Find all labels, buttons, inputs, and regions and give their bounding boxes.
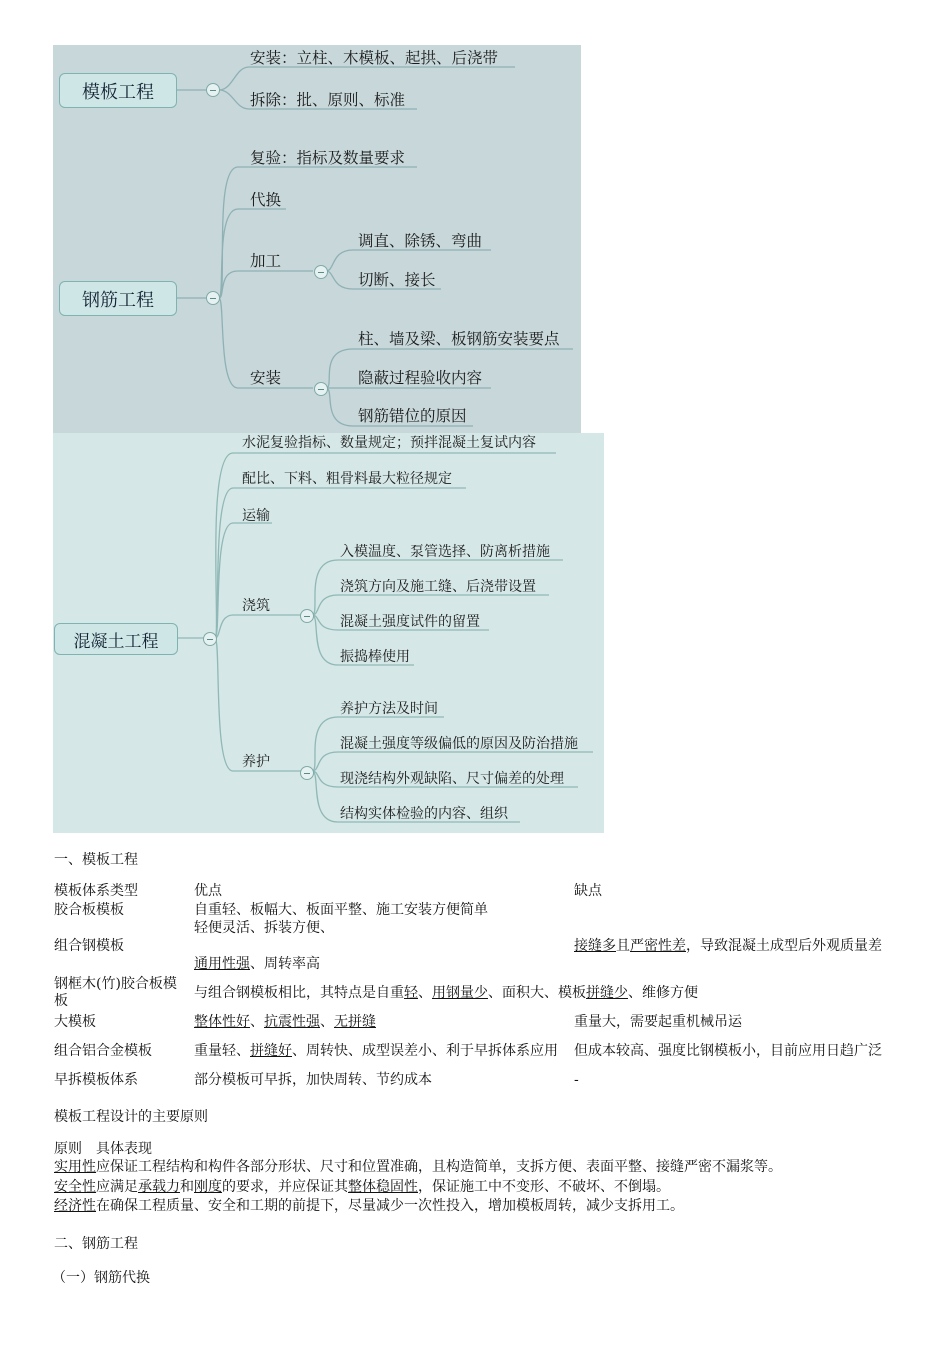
cell-underlined-text: 拼缝好 (250, 1042, 292, 1059)
collapse-icon[interactable] (300, 609, 314, 623)
table-cell: 部分模板可早拆，加快周转、节约成本 (194, 1071, 432, 1088)
principle-text: 应保证工程结构和构件各部分形状、尺寸和位置准确，且构造简单，支拆方便、表面平整、接缝严密不漏浆等。 (96, 1159, 782, 1175)
mindmap2-subitem: 钢筋错位的原因 (358, 407, 467, 425)
principle-text: 的要求，并应保证其 (222, 1179, 348, 1195)
formwork-table (52, 881, 900, 1090)
table-row (52, 1012, 900, 1032)
principle-name: 安全性 (54, 1179, 96, 1195)
mindmap2-root: 钢筋工程 (59, 281, 177, 316)
section-title: 一、模板工程 (54, 852, 138, 868)
cell-underlined-text: 接缝多 (574, 938, 616, 954)
table-cell: 组合铝合金模板 (54, 1042, 152, 1059)
table-row (52, 974, 900, 1012)
collapse-icon[interactable] (206, 291, 220, 305)
mindmap3-item: 运输 (242, 508, 270, 524)
cell-text: 且 (616, 938, 630, 954)
table-cell: 胶合板模板 (54, 901, 124, 918)
mindmap2-subitem: 隐蔽过程验收内容 (358, 369, 483, 387)
principle-name: 经济性 (54, 1198, 96, 1214)
mindmap-panel-concrete (53, 433, 604, 833)
principles-header: 原则 具体表现 (54, 1141, 152, 1157)
mindmap2-subitem: 切断、接长 (358, 271, 436, 289)
mindmap1-root: 模板工程 (59, 73, 177, 108)
table-cell: 但成本较高、强度比钢模板小，目前应用日趋广泛 (574, 1042, 882, 1059)
cell-text: 、周转快、成型误差小、利于早拆体系应用 (292, 1042, 558, 1059)
collapse-icon[interactable] (203, 632, 217, 646)
principle-keyword: 整体稳固性 (348, 1179, 418, 1195)
mindmap3-subitem: 混凝土强度等级偏低的原因及防治措施 (340, 736, 578, 752)
table-header-row (52, 881, 900, 901)
table-row (52, 1070, 900, 1090)
table-cell (572, 901, 900, 919)
principle-name: 实用性 (54, 1159, 96, 1175)
mindmap2-item: 代换 (250, 191, 282, 209)
cell-underlined-text: 通用性强 (194, 956, 250, 972)
table-cell: 自重轻、板幅大、板面平整、施工安装方便简单 (194, 901, 488, 918)
collapse-icon[interactable] (314, 382, 328, 396)
mindmap-panel-formwork-rebar (53, 45, 581, 433)
mindmap1-item: 安装：立柱、木模板、起拱、后浇带 (250, 49, 499, 67)
cell-text: 、维修方便 (628, 984, 698, 1001)
table-cell (192, 974, 900, 1012)
collapse-icon[interactable] (206, 83, 220, 97)
principle-economy (54, 1198, 914, 1215)
table-cell: 大模板 (54, 1013, 96, 1030)
cell-text: 重量轻、 (194, 1042, 250, 1059)
table-header-cell: 优点 (194, 882, 222, 899)
cell-underlined-text: 抗震性强 (264, 1013, 320, 1030)
table-cell (192, 919, 572, 974)
section-title: 二、钢筋工程 (54, 1236, 138, 1252)
cell-text: 、 (320, 1013, 334, 1030)
cell-text: 、 (418, 984, 432, 1001)
table-cell: 重量大，需要起重机械吊运 (574, 1013, 742, 1030)
cell-text: 与组合钢模板相比，其特点是自重 (194, 984, 404, 1001)
principle-text: ，保证施工中不变形、不破坏、不倒塌。 (418, 1179, 670, 1195)
mindmap3-subitem: 现浇结构外观缺陷、尺寸偏差的处理 (340, 771, 564, 787)
principles-title: 模板工程设计的主要原则 (54, 1109, 208, 1125)
cell-underlined-text: 拼缝少 (586, 984, 628, 1001)
table-cell (192, 1032, 572, 1070)
subsection-title: （一）钢筋代换 (52, 1270, 150, 1286)
principle-keyword: 刚度 (194, 1179, 222, 1195)
cell-underlined-text: 严密性差 (630, 938, 686, 954)
principle-text: 在确保工程质量、安全和工期的前提下，尽量减少一次性投入，增加模板周转，减少支拆用工。 (96, 1198, 684, 1214)
table-cell: 钢框木(竹)胶合板模板 (54, 976, 177, 1009)
principle-text: 应满足 (96, 1179, 138, 1195)
mindmap3-item: 配比、下料、粗骨料最大粒径规定 (242, 471, 452, 487)
mindmap3-subitem: 振捣棒使用 (340, 649, 410, 665)
mindmap3-root: 混凝土工程 (54, 623, 178, 655)
table-cell (192, 1012, 572, 1032)
cell-underlined-text: 用钢量少 (432, 984, 488, 1001)
principle-keyword: 承载力 (138, 1179, 180, 1195)
mindmap3-subitem: 入模温度、泵管选择、防离析措施 (340, 544, 550, 560)
mindmap2-item: 复验：指标及数量要求 (250, 149, 406, 167)
cell-text: 、周转率高 (250, 956, 320, 972)
mindmap3-item: 水泥复验指标、数量规定；预拌混凝土复试内容 (242, 435, 536, 451)
table-cell: 早拆模板体系 (54, 1071, 138, 1088)
table-row (52, 901, 900, 919)
table-header-cell: 缺点 (574, 882, 602, 899)
table-header-cell: 模板体系类型 (54, 882, 138, 899)
mindmap2-item: 安装 (250, 369, 282, 387)
cell-underlined-text: 无拼缝 (334, 1013, 376, 1030)
cell-text: 、 (250, 1013, 264, 1030)
table-cell: - (574, 1071, 579, 1088)
mindmap2-item: 加工 (250, 252, 282, 270)
mindmap1-item: 拆除：批、原则、标准 (250, 91, 406, 109)
mindmap3-subitem: 浇筑方向及施工缝、后浇带设置 (340, 579, 536, 595)
mindmap2-subitem: 柱、墙及梁、板钢筋安装要点 (358, 330, 560, 348)
mindmap2-subitem: 调直、除锈、弯曲 (358, 232, 483, 250)
table-row (52, 919, 900, 974)
mindmap3-item: 浇筑 (242, 598, 270, 614)
collapse-icon[interactable] (314, 265, 328, 279)
mindmap3-subitem: 结构实体检验的内容、组织 (340, 806, 508, 822)
mindmap3-subitem: 养护方法及时间 (340, 701, 438, 717)
principle-safety (54, 1179, 914, 1196)
collapse-icon[interactable] (300, 766, 314, 780)
cell-text: 轻便灵活、拆装方便、 (194, 920, 334, 936)
table-row (52, 1032, 900, 1070)
mindmap3-item: 养护 (242, 754, 270, 770)
cell-text: 、面积大、模板 (488, 984, 586, 1001)
principle-practicality (54, 1159, 914, 1176)
cell-underlined-text: 整体性好 (194, 1013, 250, 1030)
table-cell: 组合钢模板 (54, 938, 124, 954)
table-cell (572, 919, 900, 974)
cell-text: ，导致混凝土成型后外观质量差 (686, 938, 882, 954)
principle-text: 和 (180, 1179, 194, 1195)
mindmap3-subitem: 混凝土强度试件的留置 (340, 614, 480, 630)
cell-underlined-text: 轻 (404, 984, 418, 1001)
